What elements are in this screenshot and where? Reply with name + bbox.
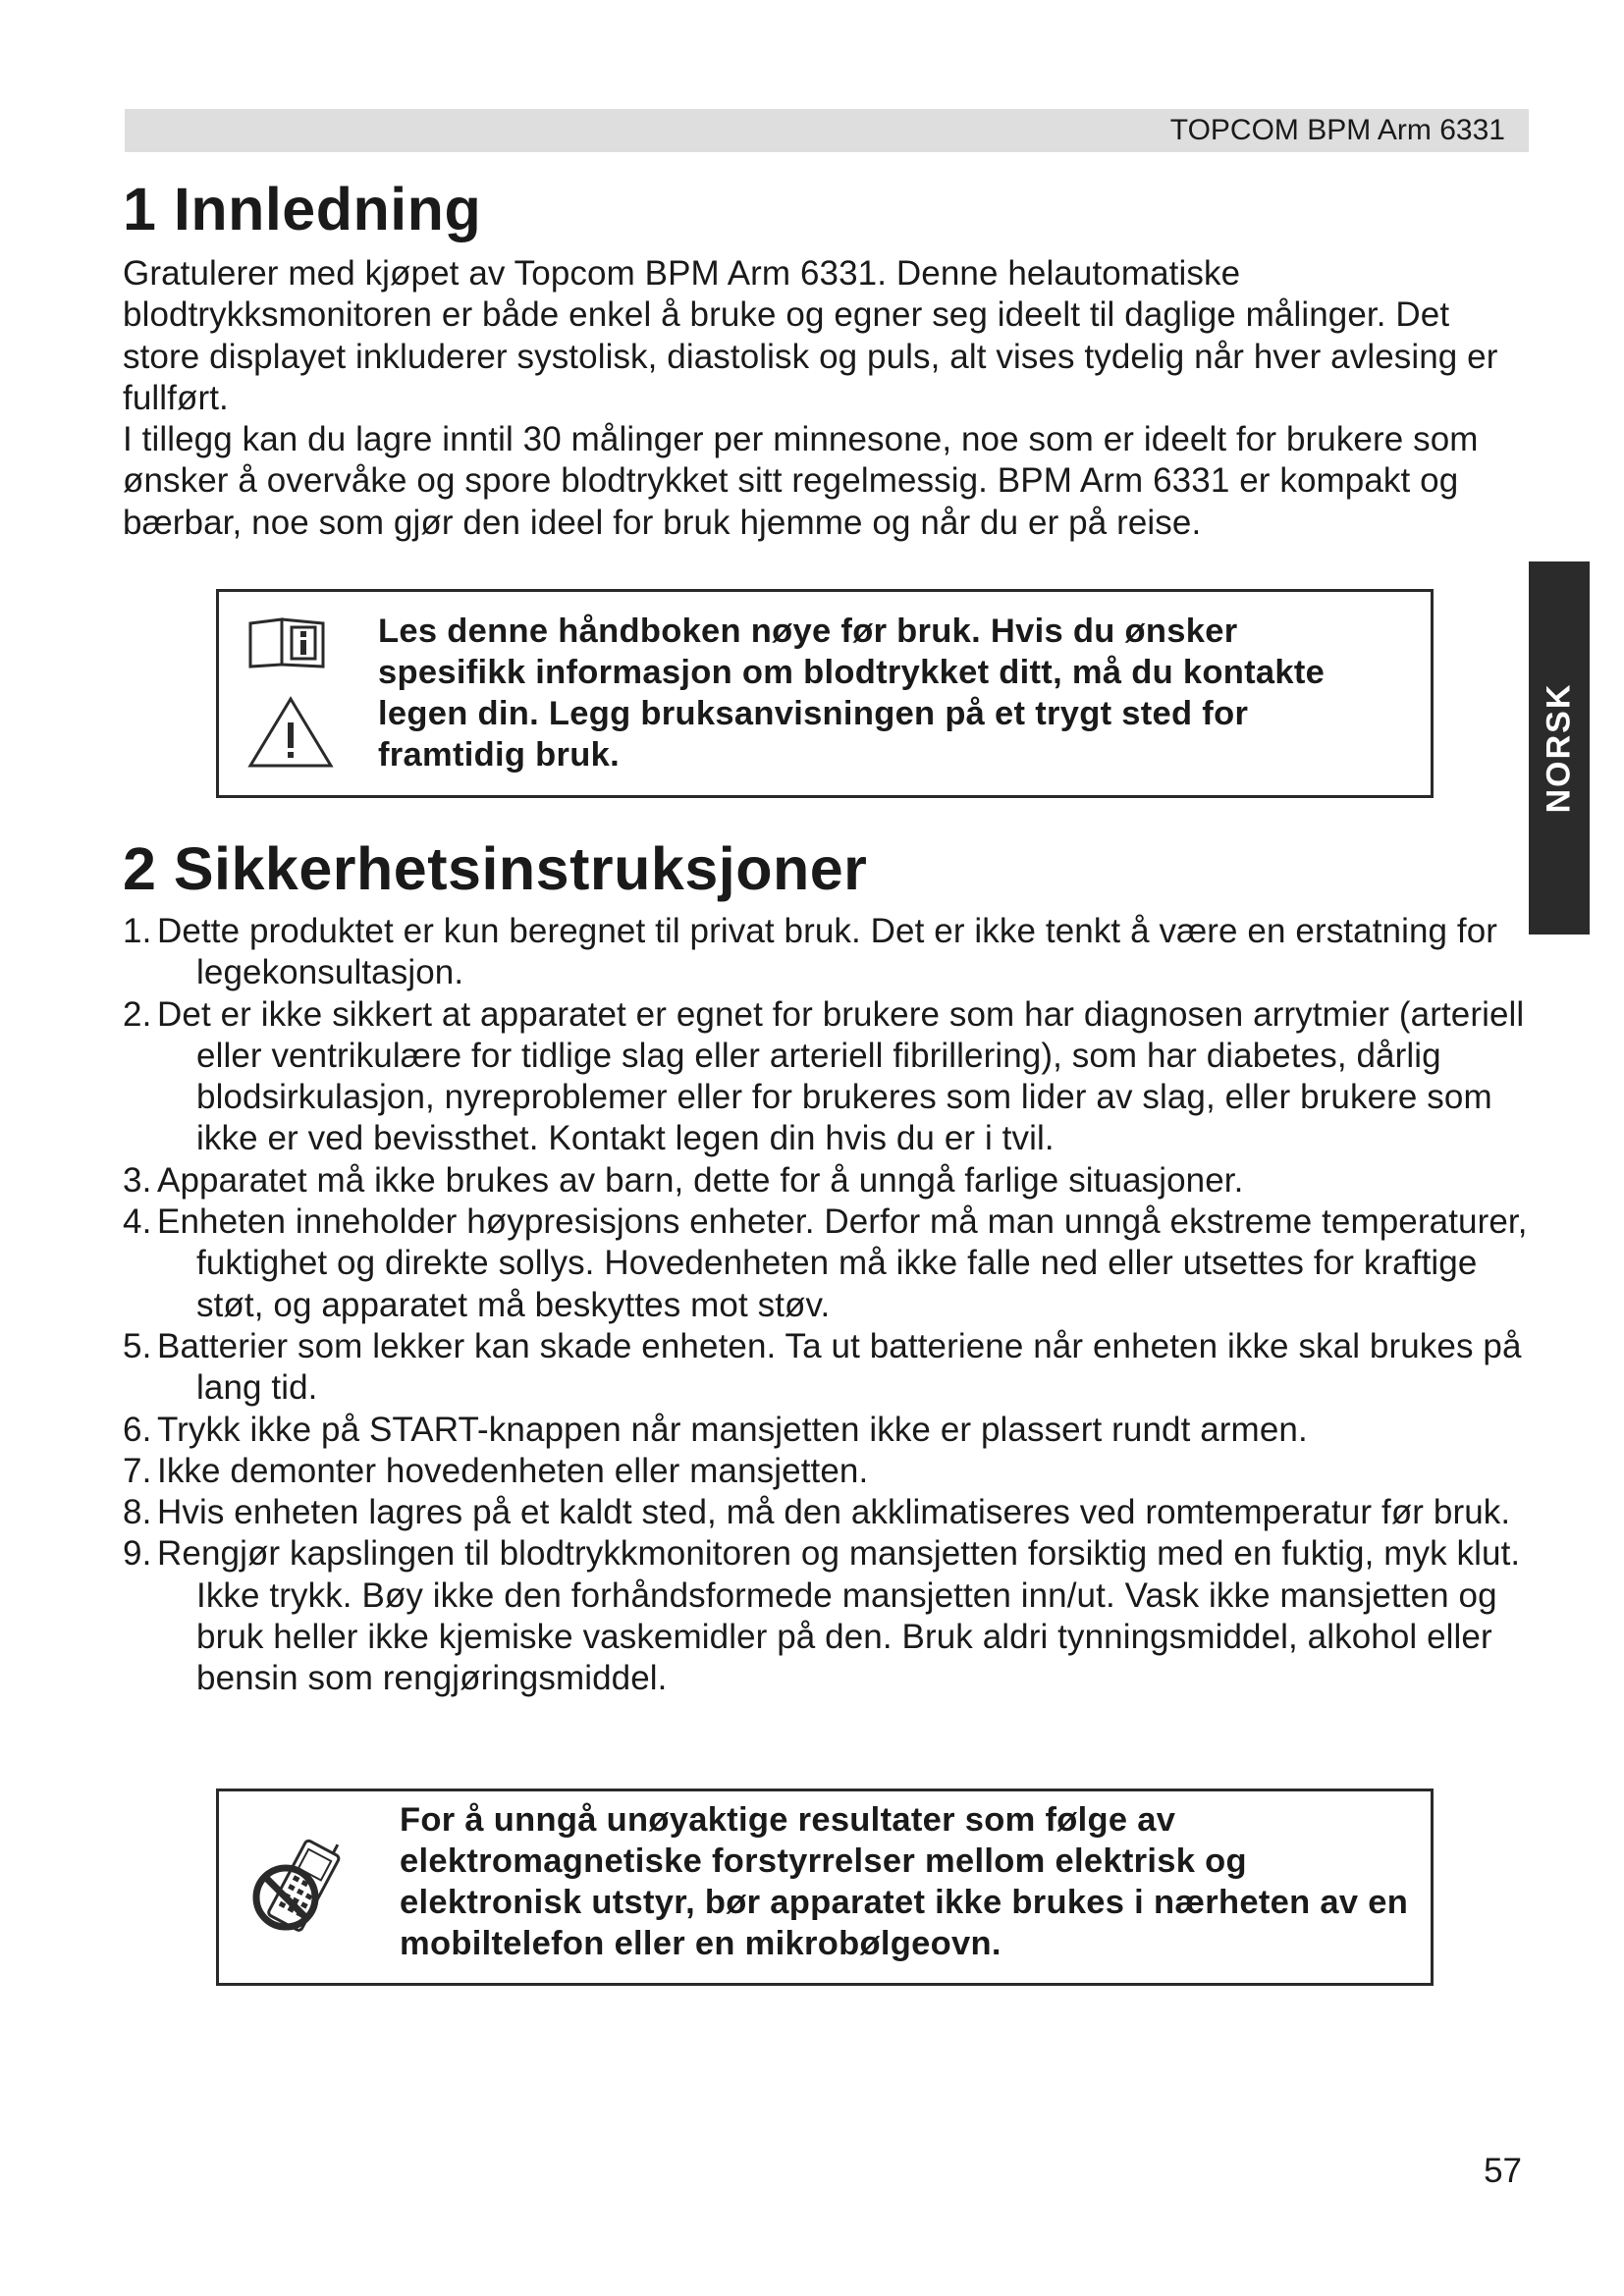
section-2-heading: 2 Sikkerhetsinstruksjoner <box>123 835 868 902</box>
section-introduction <box>123 175 1529 544</box>
intro-paragraph-1: Gratulerer med kjøpet av Topcom BPM Arm 6331. Denne helautomatiske blodtrykksmonitoren er både enkel å bruke og egner seg ideelt til daglige målinger. Det store displayet inkluderer systolisk, diastolisk og puls, alt vises tydelig når hver avlesing er fullført. <box>123 254 1498 417</box>
section-1-heading: 1 Innledning <box>123 176 482 242</box>
notice-read-manual <box>216 589 1434 798</box>
list-item: 6. Trykk ikke på START-knappen når mansjetten ikke er plassert rundt armen. <box>123 1410 1308 1449</box>
language-tab-label: NORSK <box>1540 682 1578 814</box>
list-item: 3. Apparatet må ikke brukes av barn, dette for å unngå farlige situasjoner. <box>123 1160 1244 1200</box>
no-mobile-phone-icon <box>241 1833 358 1949</box>
warning-triangle-icon <box>246 695 335 770</box>
language-tab <box>1529 561 1590 934</box>
list-item: 5. Batterier som lekker kan skade enheten. Ta ut batteriene når enheten ikke skal brukes på lang tid. <box>123 1326 1522 1408</box>
list-item: 4. Enheten inneholder høypresisjons enheter. Derfor må man unngå ekstreme temperaturer, fuktighet og direkte sollys. Hovedenheten må ikke falle ned eller utsettes for kraftige støt, og apparatet må beskyttes mot støv. <box>123 1202 1528 1324</box>
safety-instructions-list <box>123 911 1537 1700</box>
list-item: 2. Det er ikke sikkert at apparatet er egnet for brukere som har diagnosen arrytmier (arteriell eller ventrikulære for tidlige slag eller arteriell fibrillering), som har diabetes, dårlig blodsirkulasjon, nyreproblemer eller for brukeres som lider av slag, eller brukere som ikke er ved bevissthet. Kontakt legen din hvis du er i tvil. <box>123 994 1525 1158</box>
list-item: 9. Rengjør kapslingen til blodtrykkmonitoren og mansjetten forsiktig med en fuktig, myk klut. Ikke trykk. Bøy ikke den forhåndsformede mansjetten inn/ut. Vask ikke mansjetten og bruk heller ikke kjemiske vaskemidler på den. Bruk aldri tynningsmiddel, alkohol eller bensin som rengjøringsmiddel. <box>123 1534 1521 1698</box>
list-item: 1. Dette produktet er kun beregnet til privat bruk. Det er ikke tenkt å være en erstatning for legekonsultasjon. <box>123 912 1498 992</box>
notice-electromagnetic <box>216 1789 1434 1986</box>
notice-electromagnetic-text: For å unngå unøyaktige resultater som følge av elektromagnetiske forstyrrelser mellom elektrisk og elektronisk utstyr, bør apparatet ikke brukes i nærheten av en mobiltelefon eller en mikrobølgeovn. <box>400 1801 1409 1962</box>
intro-paragraph-2: I tillegg kan du lagre inntil 30 målinger per minnesone, noe som er ideelt for brukere som ønsker å overvåke og spore blodtrykket sitt regelmessig. BPM Arm 6331 er kompakt og bærbar, noe som gjør den ideel for bruk hjemme og når du er på reise. <box>123 420 1479 542</box>
page-number: 57 <box>1484 2152 1522 2190</box>
page-header <box>125 109 1529 152</box>
manual-info-icon <box>246 615 327 670</box>
section-safety <box>123 834 1529 1700</box>
header-title: TOPCOM BPM Arm 6331 <box>1169 114 1505 146</box>
notice-read-manual-text: Les denne håndboken nøye før bruk. Hvis du ønsker spesifikk informasjon om blodtrykket ditt, må du kontakte legen din. Legg bruksanvisningen på et trygt sted for framtidig bruk. <box>378 613 1326 774</box>
list-item: 8. Hvis enheten lagres på et kaldt sted, må den akklimatiseres ved romtemperatur før bruk. <box>123 1493 1511 1532</box>
list-item: 7. Ikke demonter hovedenheten eller mansjetten. <box>123 1451 869 1490</box>
